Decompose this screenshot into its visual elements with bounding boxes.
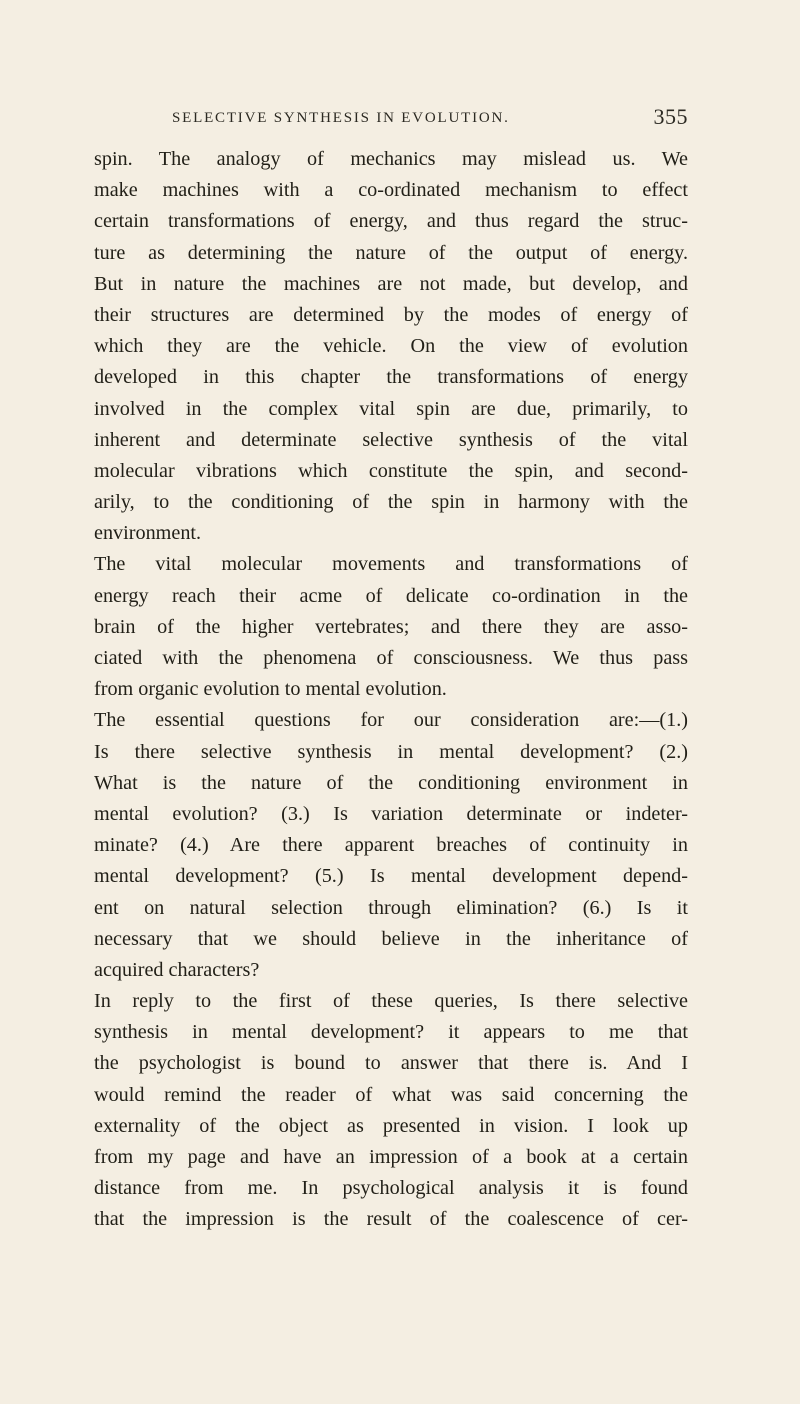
text-line: ciated with the phenomena of consciousness. We thus pass: [94, 647, 688, 669]
text-line: minate? (4.) Are there apparent breaches of continuity in: [94, 834, 688, 857]
text-line: certain transformations of energy, and thus regard the struc-: [94, 210, 688, 233]
text-line: make machines with a co-ordinated mechanism to effect: [94, 179, 688, 202]
text-line: The vital molecular movements and transformations of: [94, 553, 688, 576]
text-line: ent on natural selection through elimination? (6.) Is it: [94, 896, 688, 919]
text-line: necessary that we should believe in the inheritance of: [94, 927, 688, 950]
text-line: distance from me. In psychological analysis it is found: [94, 1177, 688, 1200]
text-line: ture as determining the nature of the output of energy.: [94, 241, 688, 264]
text-line: spin. The analogy of mechanics may mislead us. We: [94, 148, 688, 170]
text-line: involved in the complex vital spin are due, primarily, to: [94, 397, 688, 420]
text-line: energy reach their acme of delicate co-ordination in the: [94, 584, 688, 607]
text-line: synthesis in mental development? it appears to me that: [94, 1021, 688, 1044]
text-line: developed in this chapter the transformations of energy: [94, 366, 688, 389]
text-line: In reply to the first of these queries, Is there selective: [94, 990, 688, 1013]
text-line: acquired characters?: [94, 958, 260, 981]
text-line: which they are the vehicle. On the view of evolution: [94, 335, 688, 358]
text-line: the psychologist is bound to answer that there is. And I: [94, 1052, 688, 1075]
text-line: brain of the higher vertebrates; and there they are asso-: [94, 615, 688, 638]
text-line: externality of the object as presented in vision. I look up: [94, 1114, 688, 1137]
text-line: from organic evolution to mental evolution.: [94, 678, 447, 701]
text-line: arily, to the conditioning of the spin in harmony with the: [94, 491, 688, 514]
running-head-title: SELECTIVE SYNTHESIS IN EVOLUTION.: [172, 110, 510, 126]
body-text: [94, 144, 688, 1236]
text-line: The essential questions for our consideration are:—(1.): [94, 709, 688, 732]
running-head: [94, 104, 688, 144]
text-line: Is there selective synthesis in mental development? (2.): [94, 740, 688, 763]
text-line: would remind the reader of what was said concerning the: [94, 1083, 688, 1106]
text-line: molecular vibrations which constitute the spin, and second-: [94, 459, 688, 482]
book-page: [0, 104, 800, 1404]
text-line: that the impression is the result of the coalescence of cer-: [94, 1208, 688, 1231]
text-line: their structures are determined by the modes of energy of: [94, 303, 688, 326]
text-line: But in nature the machines are not made, but develop, and: [94, 272, 688, 295]
text-line: What is the nature of the conditioning environment in: [94, 771, 688, 794]
text-line: inherent and determinate selective synthesis of the vital: [94, 428, 688, 451]
text-line: environment.: [94, 522, 202, 545]
text-line: mental development? (5.) Is mental development depend-: [94, 865, 688, 888]
text-line: from my page and have an impression of a book at a certain: [94, 1146, 688, 1168]
page-number: 355: [653, 104, 688, 129]
text-line: mental evolution? (3.) Is variation determinate or indeter-: [94, 802, 688, 825]
